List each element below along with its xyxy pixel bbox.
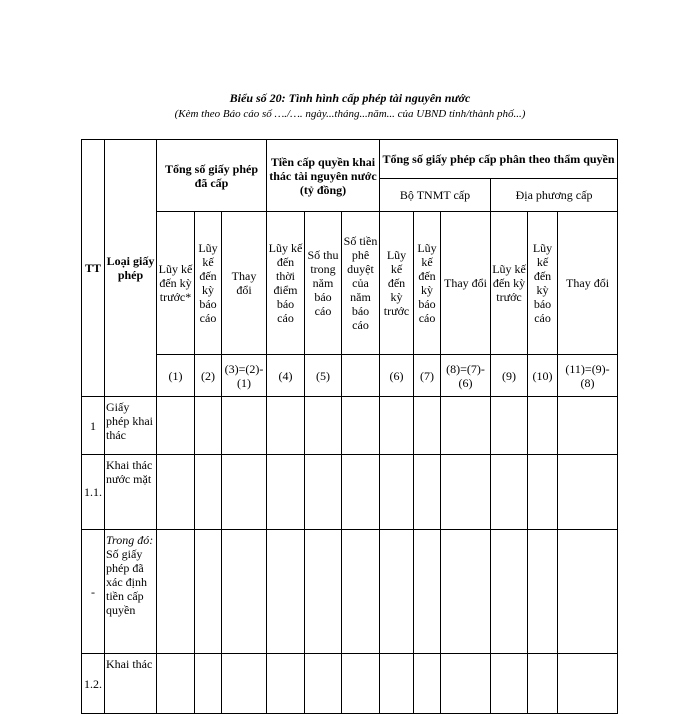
numbering-cell: (3)=(2)-(1)	[222, 355, 267, 397]
header-c11: Lũy kế đến kỳ báo cáo	[528, 212, 558, 355]
numbering-cell: (7)	[414, 355, 441, 397]
data-cell[interactable]	[414, 530, 441, 654]
numbering-cell: (2)	[195, 355, 222, 397]
data-cell[interactable]	[342, 530, 380, 654]
data-cell[interactable]	[558, 455, 618, 530]
numbering-cell: (10)	[528, 355, 558, 397]
data-cell[interactable]	[528, 530, 558, 654]
header-tien-cap-quyen: Tiền cấp quyền khai thác tài nguyên nước (tỷ đồng)	[267, 140, 380, 212]
data-cell[interactable]	[157, 530, 195, 654]
data-cell[interactable]	[528, 654, 558, 714]
data-cell[interactable]	[491, 397, 528, 455]
header-c5: Số thu trong năm báo cáo	[305, 212, 342, 355]
data-cell[interactable]	[558, 530, 618, 654]
header-tt: TT	[82, 140, 105, 397]
data-cell[interactable]	[380, 455, 414, 530]
data-cell[interactable]	[305, 455, 342, 530]
numbering-cell: (4)	[267, 355, 305, 397]
data-cell[interactable]	[380, 530, 414, 654]
data-cell[interactable]	[414, 397, 441, 455]
data-cell[interactable]	[342, 397, 380, 455]
numbering-cell: (11)=(9)-(8)	[558, 355, 618, 397]
data-cell[interactable]	[195, 654, 222, 714]
data-cell[interactable]	[267, 455, 305, 530]
header-dia-phuong: Địa phương cấp	[491, 179, 618, 212]
data-cell[interactable]	[195, 455, 222, 530]
header-c12: Thay đổi	[558, 212, 618, 355]
data-cell[interactable]	[222, 397, 267, 455]
row-tt: 1.1.	[82, 455, 105, 530]
header-bo-tnmt: Bộ TNMT cấp	[380, 179, 491, 212]
row-label	[105, 455, 157, 530]
header-c1: Lũy kế đến kỳ trước*	[157, 212, 195, 355]
data-cell[interactable]	[195, 397, 222, 455]
data-cell[interactable]	[441, 654, 491, 714]
row-tt: 1	[82, 397, 105, 455]
data-cell[interactable]	[414, 654, 441, 714]
data-cell[interactable]	[491, 455, 528, 530]
header-c8: Lũy kế đến kỳ báo cáo	[414, 212, 441, 355]
row-label	[105, 654, 157, 714]
header-phan-theo-tham-quyen: Tổng số giấy phép cấp phân theo thẩm quyền	[380, 140, 618, 179]
data-cell[interactable]	[491, 654, 528, 714]
data-cell[interactable]	[380, 397, 414, 455]
data-cell[interactable]	[342, 455, 380, 530]
row-label-italic: Trong đó:	[106, 533, 154, 547]
document-subtitle: (Kèm theo Báo cáo số …./…. ngày...tháng...năm... của UBND tỉnh/thành phố...)	[174, 108, 526, 120]
data-cell[interactable]	[441, 397, 491, 455]
row-tt: 1.2.	[82, 654, 105, 714]
data-cell[interactable]	[491, 530, 528, 654]
table-row	[82, 654, 618, 714]
header-c2: Lũy kế đến kỳ báo cáo	[195, 212, 222, 355]
numbering-cell: (9)	[491, 355, 528, 397]
numbering-cell: (5)	[305, 355, 342, 397]
row-label-text: Số giấy phép đã xác định tiền cấp quyền	[106, 547, 147, 617]
data-cell[interactable]	[305, 397, 342, 455]
numbering-cell: (8)=(7)-(6)	[441, 355, 491, 397]
data-cell[interactable]	[267, 654, 305, 714]
data-cell[interactable]	[380, 654, 414, 714]
row-label-text: Khai thác nước mặt	[106, 458, 153, 486]
data-cell[interactable]	[558, 654, 618, 714]
header-c9: Thay đổi	[441, 212, 491, 355]
data-cell[interactable]	[305, 654, 342, 714]
data-cell[interactable]	[222, 455, 267, 530]
data-cell[interactable]	[528, 397, 558, 455]
document-title: Biểu số 20: Tình hình cấp phép tài nguyên nước	[229, 91, 471, 105]
numbering-cell: (1)	[157, 355, 195, 397]
row-label	[105, 397, 157, 455]
row-tt: -	[82, 530, 105, 654]
data-cell[interactable]	[157, 455, 195, 530]
header-c3: Thay đổi	[222, 212, 267, 355]
header-c6: Số tiền phê duyệt của năm báo cáo	[342, 212, 380, 355]
data-cell[interactable]	[267, 530, 305, 654]
data-cell[interactable]	[528, 455, 558, 530]
data-cell[interactable]	[195, 530, 222, 654]
data-cell[interactable]	[157, 397, 195, 455]
permit-table	[81, 139, 618, 714]
table-row	[82, 455, 618, 530]
header-loai-giay-phep: Loại giấy phép	[105, 140, 157, 397]
numbering-cell	[342, 355, 380, 397]
table-row	[82, 397, 618, 455]
data-cell[interactable]	[441, 455, 491, 530]
data-cell[interactable]	[414, 455, 441, 530]
row-label	[105, 530, 157, 654]
data-cell[interactable]	[157, 654, 195, 714]
row-label-text: Giấy phép khai thác	[106, 400, 153, 442]
table-row	[82, 530, 618, 654]
data-cell[interactable]	[342, 654, 380, 714]
data-cell[interactable]	[558, 397, 618, 455]
header-tong-so-giay-phep: Tổng số giấy phép đã cấp	[157, 140, 267, 212]
data-cell[interactable]	[305, 530, 342, 654]
data-cell[interactable]	[267, 397, 305, 455]
data-cell[interactable]	[441, 530, 491, 654]
header-c10: Lũy kế đến kỳ trước	[491, 212, 528, 355]
header-c4: Lũy kế đến thời điểm báo cáo	[267, 212, 305, 355]
numbering-cell: (6)	[380, 355, 414, 397]
row-label-text: Khai thác	[106, 657, 153, 671]
data-cell[interactable]	[222, 530, 267, 654]
data-cell[interactable]	[222, 654, 267, 714]
header-c7: Lũy kế đến kỳ trước	[380, 212, 414, 355]
